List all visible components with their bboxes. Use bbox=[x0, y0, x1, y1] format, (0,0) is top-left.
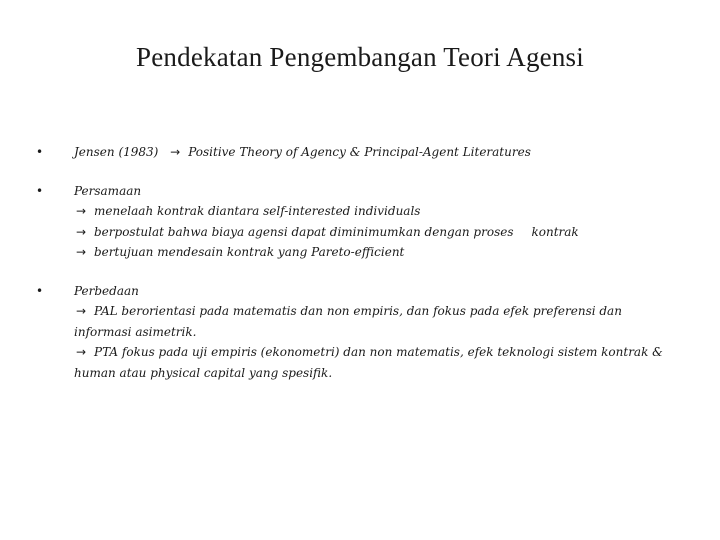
arrow-right-icon: → bbox=[75, 224, 87, 239]
bullet-dot-icon: • bbox=[36, 145, 44, 159]
bullet-line bbox=[74, 142, 676, 163]
theory-text: Positive Theory of Agency & Principal-Agent Literatures bbox=[188, 145, 531, 159]
bullet-heading: Persamaan bbox=[74, 183, 142, 198]
arrow-right-icon: → bbox=[75, 345, 87, 359]
list-item: → bertujuan mendesain kontrak yang Pareto-efficient bbox=[74, 242, 676, 263]
list-item-tail: kontrak bbox=[531, 224, 579, 239]
bullet-heading: Perbedaan bbox=[74, 283, 139, 298]
citation-text: Jensen (1983) bbox=[74, 145, 159, 159]
list-item: → berpostulat bahwa biaya agensi dapat diminimumkan dengan proses kontrak bbox=[74, 222, 676, 243]
list-item: → PAL berorientasi pada matematis dan non empiris, dan fokus pada efek preferensi dan informasi asimetrik. bbox=[74, 301, 676, 342]
bullet-dot-icon: • bbox=[36, 283, 44, 298]
bullet-dot-icon: • bbox=[36, 183, 44, 198]
list-item: → menelaah kontrak diantara self-interested individuals bbox=[74, 201, 676, 222]
arrow-right-icon: → bbox=[170, 145, 181, 159]
arrow-right-icon: → bbox=[75, 245, 87, 259]
list-item: → PTA fokus pada uji empiris (ekonometri) dan non matematis, efek teknologi sistem kontrak & human atau physical capital yang spesifik. bbox=[74, 342, 676, 383]
bullet-jensen bbox=[36, 142, 676, 163]
bullet-list bbox=[36, 142, 676, 383]
arrow-right-icon: → bbox=[75, 204, 87, 218]
slide-title: Pendekatan Pengembangan Teori Agensi bbox=[136, 42, 584, 72]
bullet-perbedaan bbox=[36, 281, 676, 384]
bullet-persamaan bbox=[36, 181, 676, 263]
arrow-right-icon: → bbox=[75, 304, 87, 318]
